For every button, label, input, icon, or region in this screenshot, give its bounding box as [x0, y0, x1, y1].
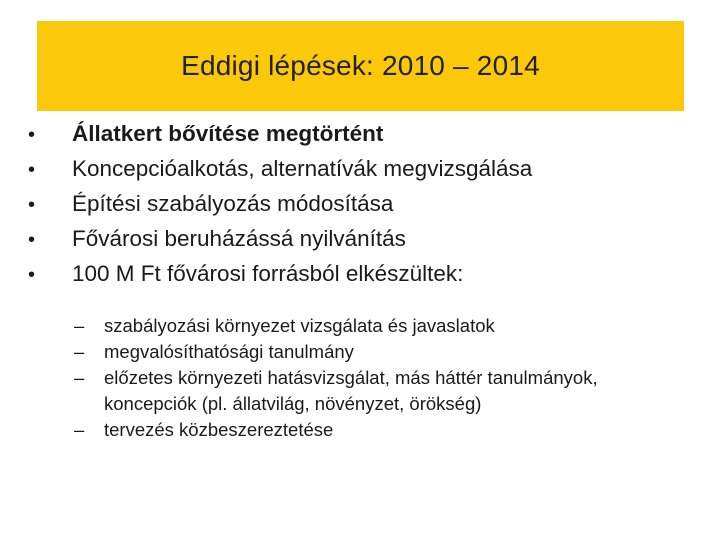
bullet-dot-icon: • [28, 264, 36, 286]
bullet-list [28, 117, 532, 292]
sub-bullet-item [74, 313, 664, 339]
title-bar [37, 21, 684, 111]
bullet-dot-icon: • [28, 159, 36, 181]
bullet-text: Fővárosi beruházássá nyilvánítás [72, 226, 406, 251]
sub-bullet-item [74, 365, 664, 417]
sub-bullet-item [74, 417, 664, 443]
dash-icon: – [74, 367, 85, 388]
bullet-dot-icon: • [28, 124, 36, 146]
bullet-item [28, 187, 532, 222]
sub-bullet-text: szabályozási környezet vizsgálata és javaslatok [104, 315, 495, 336]
bullet-text: 100 M Ft fővárosi forrásból elkészültek: [72, 261, 464, 286]
dash-icon: – [74, 315, 85, 336]
bullet-dot-icon: • [28, 229, 36, 251]
bullet-text: Koncepcióalkotás, alternatívák megvizsgálása [72, 156, 533, 181]
bullet-text: Állatkert bővítése megtörtént [72, 121, 384, 146]
bullet-dot-icon: • [28, 194, 36, 216]
bullet-text: Építési szabályozás módosítása [72, 191, 394, 216]
sub-bullet-item [74, 339, 664, 365]
bullet-item [28, 117, 532, 152]
sub-bullet-text: előzetes környezeti hatásvizsgálat, más háttér tanulmányok, koncepciók (pl. állatvilág, növényzet, örökség) [104, 367, 598, 414]
sub-bullet-text: megvalósíthatósági tanulmány [104, 341, 354, 362]
bullet-item [28, 152, 532, 187]
bullet-item [28, 222, 532, 257]
sub-bullet-list [74, 313, 664, 443]
dash-icon: – [74, 341, 85, 362]
slide-title: Eddigi lépések: 2010 – 2014 [181, 50, 540, 81]
dash-icon: – [74, 419, 85, 440]
sub-bullet-text: tervezés közbeszereztetése [104, 419, 334, 440]
bullet-item [28, 257, 532, 292]
